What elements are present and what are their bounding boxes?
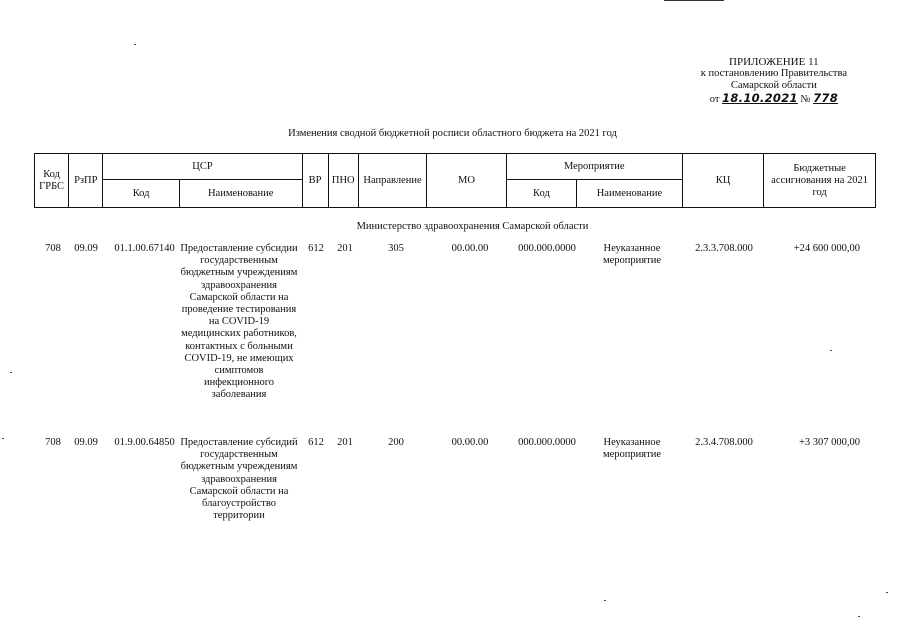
cell-kc: 2.3.4.708.000 — [695, 437, 753, 448]
cell-csr-code: 01.9.00.64850 — [114, 437, 175, 448]
appendix-title: ПРИЛОЖЕНИЕ 11 — [729, 56, 819, 68]
cell-pno: 201 — [337, 243, 353, 254]
header-napr: Направление — [358, 154, 426, 208]
handwritten-date: 18.10.2021 — [722, 91, 798, 105]
cell-rzpr: 09.09 — [74, 243, 98, 254]
appendix-line2: Самарской области — [730, 80, 817, 91]
appendix-date-line — [701, 92, 847, 106]
cell-event-code: 000.000.0000 — [518, 437, 576, 448]
scan-speck — [134, 44, 136, 45]
cell-napr: 305 — [388, 243, 404, 254]
cell-vr: 612 — [308, 437, 324, 448]
header-kc: КЦ — [682, 154, 763, 208]
cell-rzpr: 09.09 — [74, 437, 98, 448]
cell-csr-name: Предоставление субсидий государственным бюджетным учреждениям здравоохранения Самарской области на благоустройство территории — [180, 437, 298, 522]
top-edge-line — [664, 0, 724, 1]
cell-grbs: 708 — [45, 243, 61, 254]
cell-vr: 612 — [308, 243, 324, 254]
cell-amount: +24 600 000,00 — [793, 243, 860, 254]
header-event-code: Код — [506, 180, 576, 208]
header-grbs: Код ГРБС — [35, 154, 69, 208]
cell-event-code: 000.000.0000 — [518, 243, 576, 254]
cell-napr: 200 — [388, 437, 404, 448]
scan-speck — [886, 592, 888, 593]
cell-kc: 2.3.3.708.000 — [695, 243, 753, 254]
cell-event-name: Неуказанное мероприятие — [603, 243, 661, 267]
appendix-block — [701, 56, 847, 106]
scan-speck — [830, 350, 832, 351]
header-event-name: Наименование — [577, 180, 683, 208]
cell-pno: 201 — [337, 437, 353, 448]
cell-event-name: Неуказанное мероприятие — [603, 437, 661, 461]
cell-grbs: 708 — [45, 437, 61, 448]
appendix-line1: к постановлению Правительства — [700, 68, 847, 79]
document-title: Изменения сводной бюджетной росписи областного бюджета на 2021 год — [288, 128, 617, 139]
scan-speck — [604, 600, 606, 601]
header-event: Мероприятие — [506, 154, 682, 180]
scan-speck — [2, 438, 4, 439]
cell-amount: +3 307 000,00 — [798, 437, 860, 448]
header-table — [34, 153, 876, 208]
ministry-heading: Министерство здравоохранения Самарской области — [356, 221, 589, 232]
date-prefix: от — [709, 94, 720, 105]
header-vr: ВР — [302, 154, 328, 208]
header-csr-name: Наименование — [179, 180, 302, 208]
cell-mo: 00.00.00 — [451, 437, 489, 448]
header-csr-code: Код — [103, 180, 179, 208]
header-mo: МО — [427, 154, 506, 208]
handwritten-number: 778 — [813, 91, 838, 105]
scan-speck — [858, 616, 860, 617]
cell-csr-name: Предоставление субсидии государственным бюджетным учреждениям здравоохранения Самарской области на проведение тестирования на COVID-19 медицинских работников, контактных с больными COVID-19, не имеющих симптомов инфекционного заболевания — [180, 243, 298, 401]
scan-speck — [10, 372, 12, 373]
header-rzpr: РзПР — [69, 154, 103, 208]
cell-mo: 00.00.00 — [451, 243, 489, 254]
header-budget: Бюджетные ассигнования на 2021 год — [764, 154, 876, 208]
cell-csr-code: 01.1.00.67140 — [114, 243, 175, 254]
number-prefix: № — [800, 94, 811, 105]
header-pno: ПНО — [328, 154, 358, 208]
header-csr: ЦСР — [103, 154, 302, 180]
